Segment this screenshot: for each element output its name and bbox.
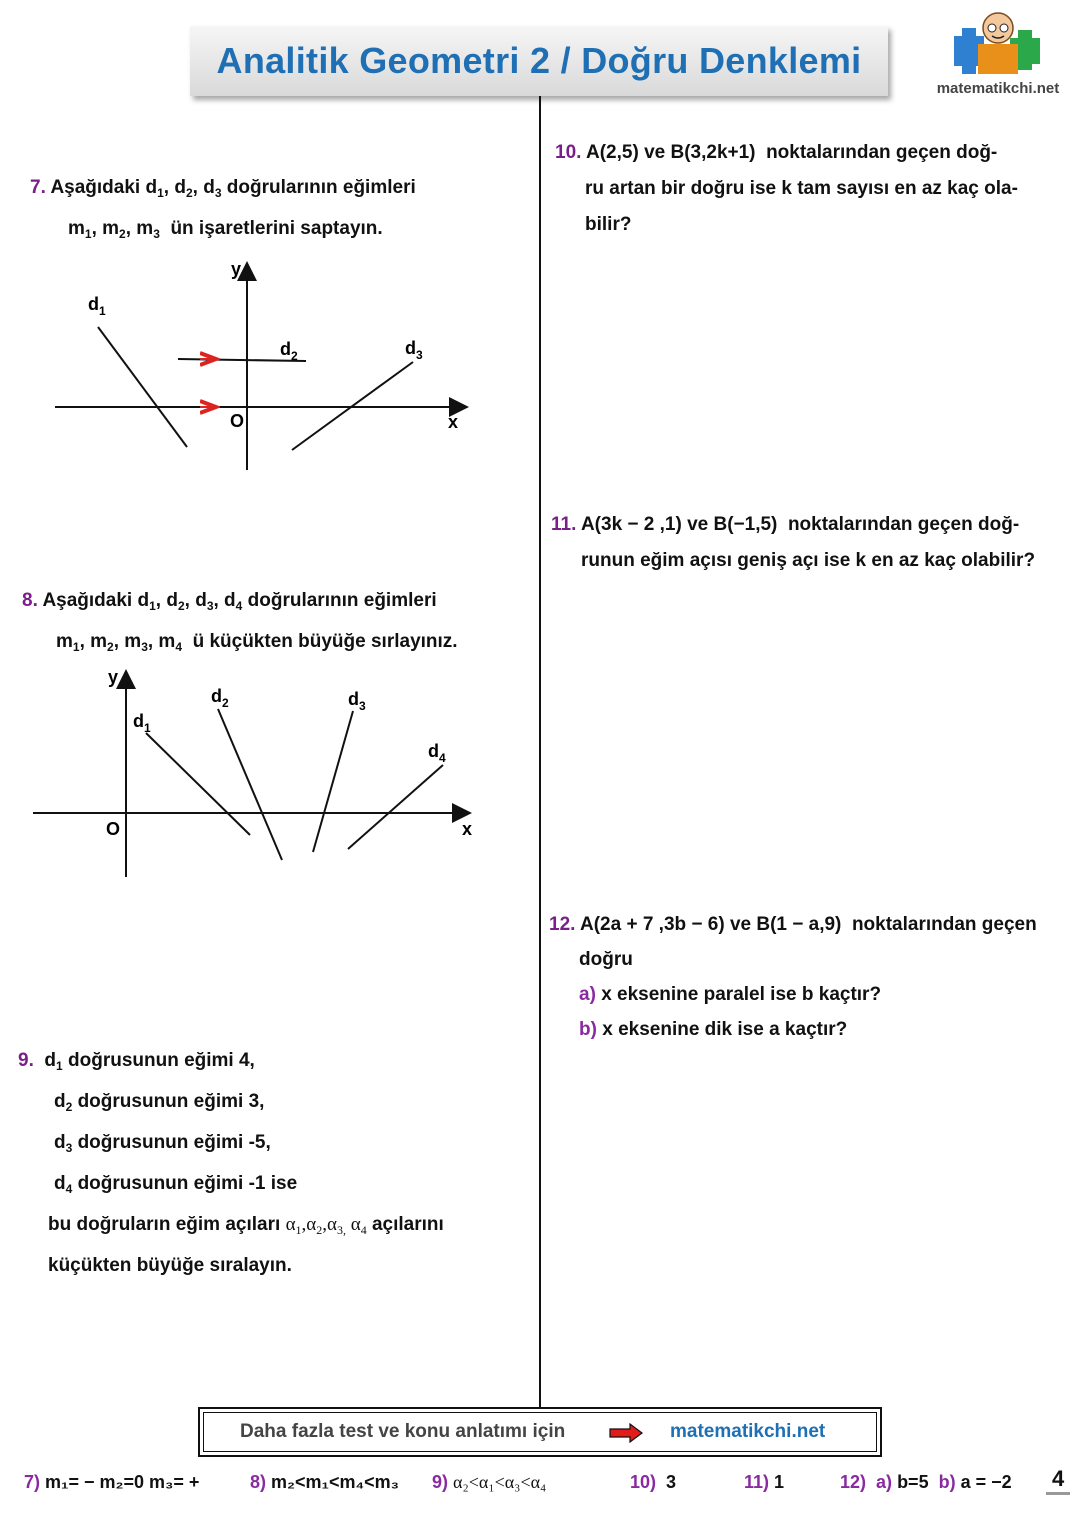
question-text: x eksenine dik ise a kaçtır? [602,1019,848,1040]
answer-8: 8) m₂<m₁<m₄<m₃ [250,1472,399,1492]
question-text: bilir? [585,214,632,235]
question-8: 8. Aşağıdaki $d_1$, $d_2$, $d_3$, $d_4$ doğrularının eğimleri $m_1$, $m_2$, $m_3$, $m_4$ ü küçükten büyüğe sırlayınız. [22,590,458,654]
question-10 [555,135,1018,243]
question-text: A(2,5) ve B(3,2k+1) [586,142,756,163]
page-title: Analitik Geometri 2 / Doğru Denklemi [216,40,862,81]
question-text: noktalarından geçen doğ- [787,514,1020,535]
question-text: bu doğruların eğim açıları [48,1214,281,1235]
question-text: doğru [579,949,633,970]
mascot-icon [928,6,1068,82]
question-number: 12. [549,914,576,935]
question-text: doğrusunun eğimi 4, [68,1050,255,1071]
y-label: y [231,259,242,279]
origin-label: O [230,411,245,431]
question-number: 10. [555,142,582,163]
question-number: 11. [551,514,577,535]
question-number: 7. [30,177,46,198]
answer-10: 10) 3 [630,1472,677,1492]
arrow-right-icon [608,1423,644,1443]
question-text: Aşağıdaki [42,590,133,611]
question-text: doğrusunun eğimi -5, [77,1132,271,1153]
label-d3: $d_3$ [348,689,366,713]
footer-banner [198,1407,882,1457]
question-text: A(2a + 7 ,3b − 6) ve B(1 − a,9) [580,914,842,935]
question-9: 9. $d_1$ doğrusunun eğimi 4, $d_2$ doğrusunun eğimi 3, $d_3$ doğrusunun eğimi -5, $d_4$ doğrusunun eğimi -1 ise bu doğruların eğim açıları $\alpha_1,\alpha_2,\alpha_{3,}$ $\alpha_4$ açılarını küçükten büyüğe sıralayın. [18,1050,444,1276]
question-text: runun eğim açısı geniş açı ise k en az kaç olabilir? [581,550,1036,571]
question-text: küçükten büyüğe sıralayın. [48,1255,292,1276]
question-text: noktalarından geçen doğ- [766,142,998,163]
question-7: 7. Aşağıdaki $d_1$, $d_2$, $d_3$ doğrularının eğimleri $m_1$, $m_2$, $m_3$ ün işaretlerini saptayın. [30,177,416,241]
page-number: 4 [1046,1466,1070,1495]
line-d2 [218,709,282,860]
question-text: doğrusunun eğimi -1 ise [77,1173,298,1194]
question-text: noktalarından geçen [851,914,1037,935]
question-11 [551,507,1035,579]
logo-text: matematikchi.net [936,80,1060,97]
question-text: doğrularının eğimleri [226,177,416,198]
logo [928,6,1068,102]
line-d3 [313,711,353,852]
label-d2: $d_2$ [211,686,229,710]
answer-12: 12) a) b=5 b) a = −2 [840,1472,1012,1492]
q7-graph [50,255,480,480]
footer-link[interactable]: matematikchi.net [670,1421,826,1442]
question-text: A(3k − 2 ,1) ve B(−1,5) [580,514,778,535]
label-d3: $d_3$ [405,338,423,362]
label-d2: $d_2$ [280,339,298,363]
label-d1: $d_1$ [88,294,106,318]
answer-7: 7) m₁= − m₂=0 m₃= + [24,1472,200,1492]
question-text: ün işaretlerini saptayın. [170,218,383,239]
q8-graph [28,665,488,885]
answer-11: 11) 1 [744,1472,785,1492]
footer-text: Daha fazla test ve konu anlatımı için [240,1421,566,1442]
title-banner [190,26,888,96]
x-label: x [448,412,459,432]
question-number: 8. [22,590,38,611]
answer-9: 9) α₂<α₁<α₃<α₄ [432,1472,547,1492]
question-12 [549,907,1037,1047]
question-text: doğrusunun eğimi 3, [77,1091,265,1112]
option-label: b) [579,1019,597,1040]
line-d1 [98,327,187,447]
question-number: 9. [18,1050,34,1071]
question-text: doğrularının eğimleri [247,590,437,611]
column-divider [539,96,541,1408]
label-d4: $d_4$ [428,741,446,765]
label-d1: $d_1$ [133,711,151,735]
x-label: x [462,819,473,839]
question-text: x eksenine paralel ise b kaçtır? [601,984,882,1005]
origin-label: O [106,819,121,839]
question-text: Aşağıdaki [50,177,141,198]
question-text: ru artan bir doğru ise k tam sayısı en az kaç ola- [585,178,1018,199]
question-text: ü küçükten büyüğe sırlayınız. [192,631,458,652]
line-d2 [178,359,306,361]
option-label: a) [579,984,596,1005]
y-label: y [108,667,119,687]
question-text: açılarını [371,1214,444,1235]
line-d4 [348,765,443,849]
